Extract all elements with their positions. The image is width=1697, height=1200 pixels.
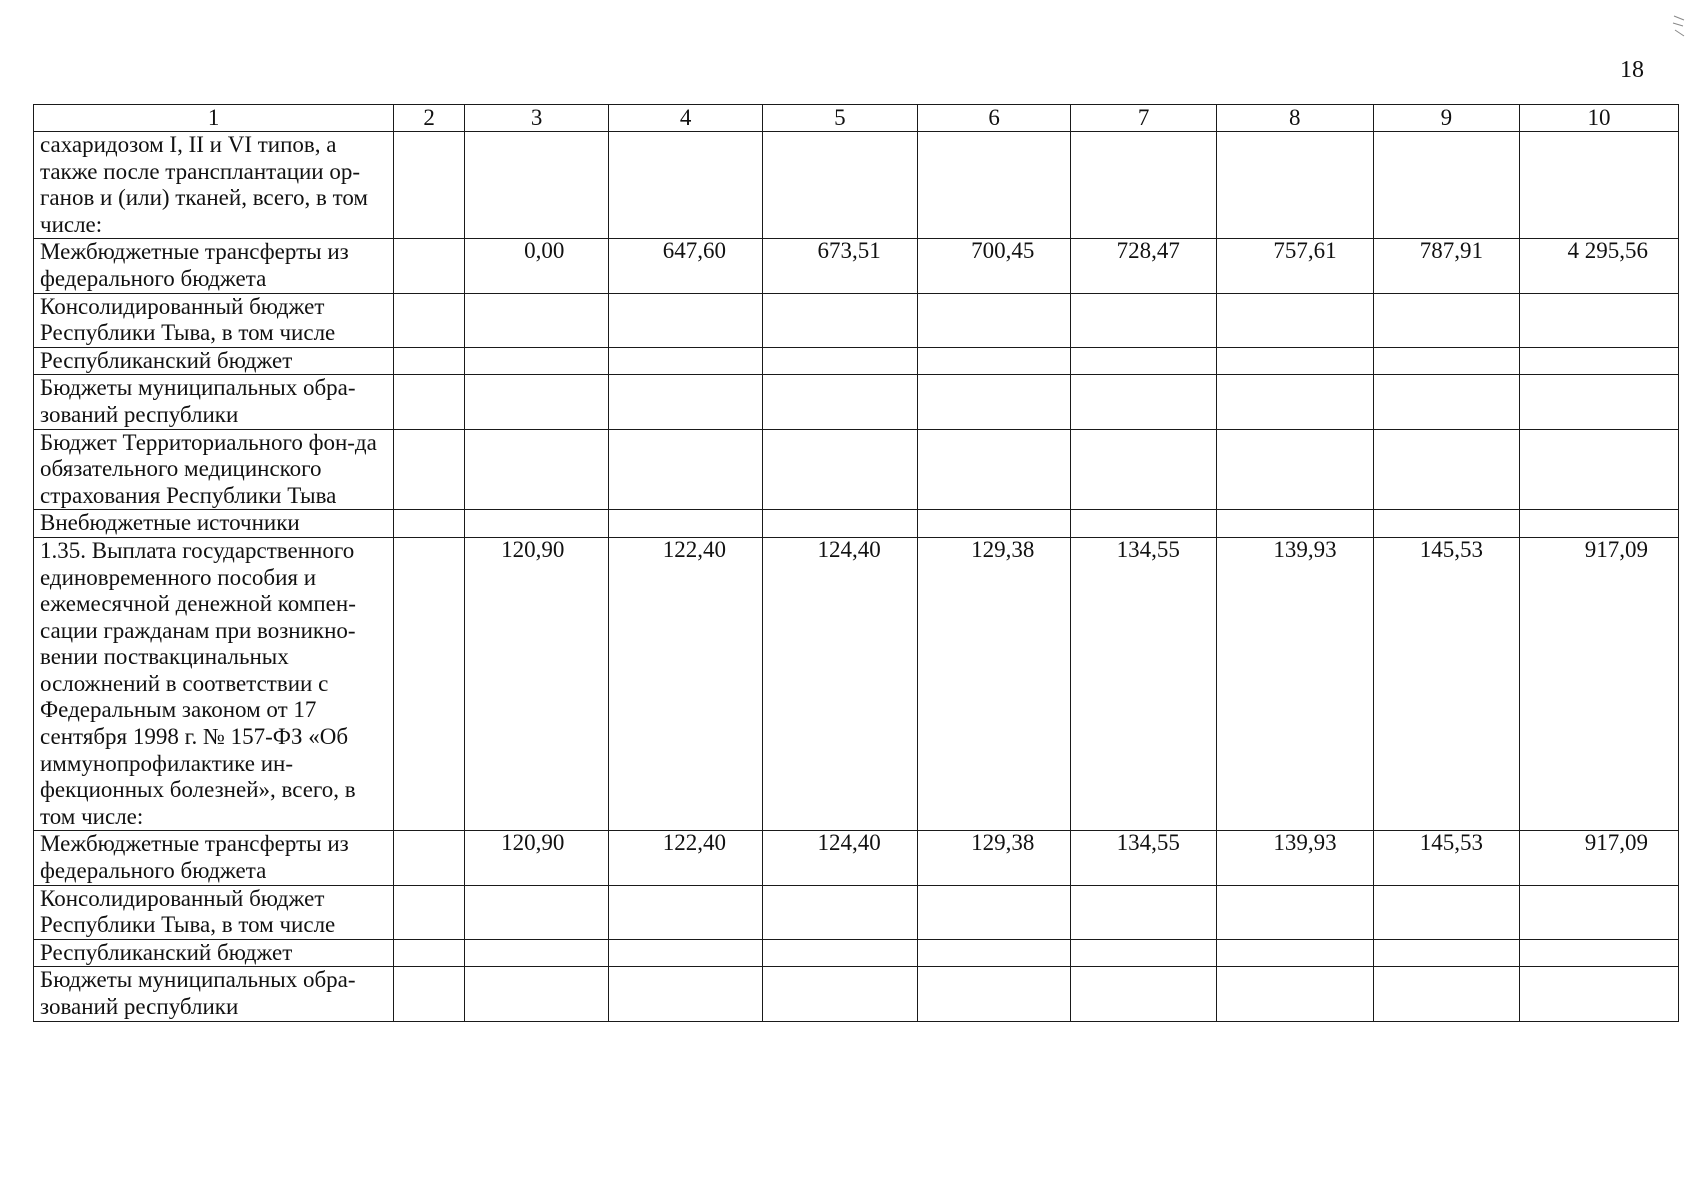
value-cell-col-10: 917,09	[1520, 537, 1679, 831]
value-cell-col-9	[1373, 132, 1519, 239]
column-2-cell	[394, 293, 465, 347]
value-cell-col-8	[1216, 510, 1373, 538]
value-cell-col-9	[1373, 293, 1519, 347]
value-cell-col-10	[1520, 347, 1679, 375]
value-cell-col-9	[1373, 885, 1519, 939]
row-label-cell: Бюджеты муниципальных обра-зований республики	[34, 375, 394, 429]
value-cell-col-3	[464, 375, 608, 429]
value-cell-col-6	[917, 132, 1071, 239]
value-cell-col-5	[763, 885, 918, 939]
value-cell-col-3	[464, 132, 608, 239]
value-cell-col-6	[917, 510, 1071, 538]
value-cell-col-6	[917, 293, 1071, 347]
value-cell-col-8	[1216, 375, 1373, 429]
column-header-4: 4	[609, 105, 763, 132]
value-cell-col-5	[763, 429, 918, 510]
column-2-cell	[394, 967, 465, 1021]
table-row	[34, 939, 1679, 967]
value-cell-col-9: 145,53	[1373, 831, 1519, 885]
value-cell-col-5	[763, 375, 918, 429]
value-cell-col-7: 134,55	[1071, 831, 1216, 885]
value-cell-col-8	[1216, 885, 1373, 939]
value-cell-col-4	[609, 375, 763, 429]
table-row	[34, 510, 1679, 538]
value-cell-col-7	[1071, 429, 1216, 510]
value-cell-col-3	[464, 293, 608, 347]
value-cell-col-6: 129,38	[917, 831, 1071, 885]
value-cell-col-7	[1071, 347, 1216, 375]
table-row	[34, 375, 1679, 429]
column-2-cell	[394, 375, 465, 429]
value-cell-col-6	[917, 939, 1071, 967]
value-cell-col-10	[1520, 375, 1679, 429]
column-2-cell	[394, 831, 465, 885]
value-cell-col-5	[763, 347, 918, 375]
value-cell-col-5: 124,40	[763, 831, 918, 885]
value-cell-col-8: 139,93	[1216, 537, 1373, 831]
value-cell-col-4	[609, 510, 763, 538]
value-cell-col-10	[1520, 967, 1679, 1021]
value-cell-col-9	[1373, 347, 1519, 375]
value-cell-col-10	[1520, 510, 1679, 538]
value-cell-col-6	[917, 885, 1071, 939]
value-cell-col-6	[917, 375, 1071, 429]
value-cell-col-9	[1373, 510, 1519, 538]
column-2-cell	[394, 132, 465, 239]
value-cell-col-3	[464, 347, 608, 375]
value-cell-col-6	[917, 967, 1071, 1021]
value-cell-col-10	[1520, 429, 1679, 510]
value-cell-col-10	[1520, 132, 1679, 239]
column-2-cell	[394, 537, 465, 831]
row-label-cell: Бюджет Территориального фон-да обязательного медицинского страхования Республики Тыва	[34, 429, 394, 510]
column-2-cell	[394, 239, 465, 293]
value-cell-col-4	[609, 939, 763, 967]
row-label-cell: Консолидированный бюджет Республики Тыва, в том числе	[34, 885, 394, 939]
value-cell-col-4	[609, 429, 763, 510]
value-cell-col-3	[464, 885, 608, 939]
value-cell-col-4	[609, 132, 763, 239]
value-cell-col-9	[1373, 375, 1519, 429]
value-cell-col-8	[1216, 429, 1373, 510]
table-row	[34, 132, 1679, 239]
table-body	[34, 132, 1679, 1022]
value-cell-col-6: 129,38	[917, 537, 1071, 831]
value-cell-col-9: 145,53	[1373, 537, 1519, 831]
value-cell-col-10: 4 295,56	[1520, 239, 1679, 293]
value-cell-col-10	[1520, 293, 1679, 347]
value-cell-col-7	[1071, 293, 1216, 347]
value-cell-col-4	[609, 293, 763, 347]
value-cell-col-7	[1071, 967, 1216, 1021]
value-cell-col-10: 917,09	[1520, 831, 1679, 885]
value-cell-col-5: 124,40	[763, 537, 918, 831]
column-header-9: 9	[1373, 105, 1519, 132]
value-cell-col-5	[763, 939, 918, 967]
value-cell-col-4: 122,40	[609, 831, 763, 885]
row-label-cell: Межбюджетные трансферты из федерального бюджета	[34, 239, 394, 293]
value-cell-col-9	[1373, 939, 1519, 967]
column-header-3: 3	[464, 105, 608, 132]
value-cell-col-7	[1071, 132, 1216, 239]
value-cell-col-4	[609, 347, 763, 375]
table-row	[34, 831, 1679, 885]
value-cell-col-5	[763, 967, 918, 1021]
row-label-cell: Консолидированный бюджет Республики Тыва, в том числе	[34, 293, 394, 347]
value-cell-col-6	[917, 347, 1071, 375]
table-row	[34, 967, 1679, 1021]
column-header-8: 8	[1216, 105, 1373, 132]
value-cell-col-7	[1071, 939, 1216, 967]
page-number: 18	[1620, 57, 1644, 83]
value-cell-col-7	[1071, 510, 1216, 538]
value-cell-col-4	[609, 967, 763, 1021]
value-cell-col-5	[763, 293, 918, 347]
table-row	[34, 537, 1679, 831]
value-cell-col-3: 0,00	[464, 239, 608, 293]
column-header-6: 6	[917, 105, 1071, 132]
value-cell-col-4: 647,60	[609, 239, 763, 293]
column-header-2: 2	[394, 105, 465, 132]
table-row	[34, 347, 1679, 375]
value-cell-col-3: 120,90	[464, 537, 608, 831]
value-cell-col-5	[763, 132, 918, 239]
value-cell-col-8: 757,61	[1216, 239, 1373, 293]
value-cell-col-9	[1373, 967, 1519, 1021]
value-cell-col-7	[1071, 375, 1216, 429]
column-2-cell	[394, 429, 465, 510]
table-row	[34, 239, 1679, 293]
header-row	[34, 105, 1679, 132]
value-cell-col-7: 728,47	[1071, 239, 1216, 293]
row-label-cell: Республиканский бюджет	[34, 939, 394, 967]
value-cell-col-6	[917, 429, 1071, 510]
value-cell-col-3	[464, 967, 608, 1021]
row-label-cell: Бюджеты муниципальных обра-зований республики	[34, 967, 394, 1021]
value-cell-col-7: 134,55	[1071, 537, 1216, 831]
row-label-cell: Республиканский бюджет	[34, 347, 394, 375]
value-cell-col-10	[1520, 885, 1679, 939]
column-header-5: 5	[763, 105, 918, 132]
budget-table	[33, 104, 1679, 1022]
value-cell-col-3	[464, 429, 608, 510]
value-cell-col-10	[1520, 939, 1679, 967]
column-2-cell	[394, 939, 465, 967]
value-cell-col-8	[1216, 967, 1373, 1021]
value-cell-col-3	[464, 939, 608, 967]
value-cell-col-9: 787,91	[1373, 239, 1519, 293]
column-header-1: 1	[34, 105, 394, 132]
table-row	[34, 293, 1679, 347]
value-cell-col-9	[1373, 429, 1519, 510]
value-cell-col-8	[1216, 132, 1373, 239]
row-label-cell: сахаридозом I, II и VI типов, а также после трансплантации ор-ганов и (или) тканей, всего, в том числе:	[34, 132, 394, 239]
value-cell-col-4: 122,40	[609, 537, 763, 831]
value-cell-col-8: 139,93	[1216, 831, 1373, 885]
value-cell-col-3: 120,90	[464, 831, 608, 885]
value-cell-col-8	[1216, 939, 1373, 967]
column-2-cell	[394, 885, 465, 939]
value-cell-col-8	[1216, 347, 1373, 375]
column-header-10: 10	[1520, 105, 1679, 132]
value-cell-col-6: 700,45	[917, 239, 1071, 293]
row-label-cell: Внебюджетные источники	[34, 510, 394, 538]
column-2-cell	[394, 347, 465, 375]
table-row	[34, 885, 1679, 939]
value-cell-col-4	[609, 885, 763, 939]
column-header-7: 7	[1071, 105, 1216, 132]
value-cell-col-8	[1216, 293, 1373, 347]
value-cell-col-5: 673,51	[763, 239, 918, 293]
value-cell-col-7	[1071, 885, 1216, 939]
row-label-cell: Межбюджетные трансферты из федерального бюджета	[34, 831, 394, 885]
column-2-cell	[394, 510, 465, 538]
row-label-cell: 1.35. Выплата государственного единовременного пособия и ежемесячной денежной компен-сации гражданам при возникно-вении поствакцинальных осложнений в соответствии с Федеральным законом от 17 сентября 1998 г. № 157-ФЗ «Об иммунопрофилактике ин-фекционных болезней», всего, в том числе:	[34, 537, 394, 831]
value-cell-col-3	[464, 510, 608, 538]
table-row	[34, 429, 1679, 510]
value-cell-col-5	[763, 510, 918, 538]
scan-artifact-mark	[1672, 14, 1686, 40]
